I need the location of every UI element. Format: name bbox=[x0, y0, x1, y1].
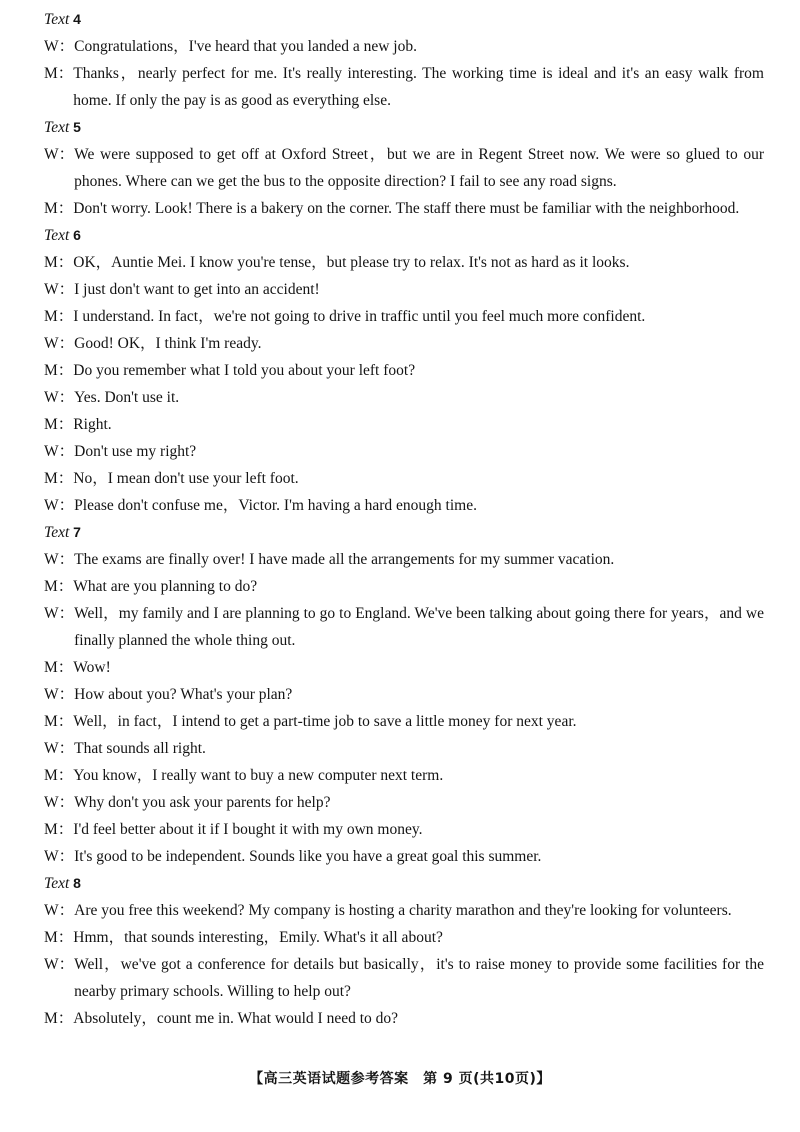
speaker-label: M： bbox=[44, 65, 74, 82]
dialogue-turn bbox=[0, 843, 800, 870]
utterance-text: Well，in fact，I intend to get a part-time job to save a little money for next year. bbox=[73, 713, 577, 730]
transcript-body bbox=[0, 6, 800, 1032]
utterance-text: That sounds all right. bbox=[74, 740, 206, 757]
speaker-label: W： bbox=[44, 956, 75, 973]
speaker-label: W： bbox=[44, 38, 75, 55]
speaker-label: M： bbox=[44, 713, 74, 730]
utterance-text: Do you remember what I told you about your left foot? bbox=[73, 362, 416, 379]
section-number: 7 bbox=[73, 524, 81, 540]
section-label: Text bbox=[44, 875, 70, 892]
utterance-text: I'd feel better about it if I bought it with my own money. bbox=[73, 821, 423, 838]
dialogue-turn bbox=[0, 546, 800, 573]
dialogue-turn bbox=[0, 195, 800, 222]
utterance-text: How about you? What's your plan? bbox=[74, 686, 293, 703]
speaker-label: W： bbox=[44, 335, 75, 352]
dialogue-turn bbox=[0, 897, 800, 924]
speaker-label: W： bbox=[44, 551, 75, 568]
section-label: Text bbox=[44, 227, 70, 244]
dialogue-turn bbox=[0, 816, 800, 843]
speaker-label: M： bbox=[44, 821, 74, 838]
dialogue-turn bbox=[0, 249, 800, 276]
section-heading bbox=[0, 114, 800, 141]
dialogue-turn bbox=[0, 276, 800, 303]
utterance-text: The exams are finally over! I have made all the arrangements for my summer vacation. bbox=[74, 551, 615, 568]
utterance-text: Wow! bbox=[73, 659, 111, 676]
speaker-label: W： bbox=[44, 389, 75, 406]
dialogue-turn bbox=[0, 681, 800, 708]
dialogue-turn bbox=[0, 1005, 800, 1032]
dialogue-turn bbox=[0, 438, 800, 465]
speaker-label: W： bbox=[44, 902, 75, 919]
dialogue-turn bbox=[0, 924, 800, 951]
dialogue-turn bbox=[0, 411, 800, 438]
utterance-text: Are you free this weekend? My company is hosting a charity marathon and they're looking for volunteers. bbox=[74, 902, 732, 919]
section-number: 5 bbox=[73, 119, 81, 135]
speaker-label: W： bbox=[44, 605, 75, 622]
utterance-text: Don't worry. Look! There is a bakery on the corner. The staff there must be familiar with the neighborhood. bbox=[73, 200, 740, 217]
speaker-label: W： bbox=[44, 497, 75, 514]
utterance-text: What are you planning to do? bbox=[73, 578, 258, 595]
speaker-label: W： bbox=[44, 848, 75, 865]
utterance-text: Good! OK，I think I'm ready. bbox=[74, 335, 262, 352]
utterance-text: Why don't you ask your parents for help? bbox=[74, 794, 331, 811]
dialogue-turn bbox=[0, 573, 800, 600]
speaker-label: W： bbox=[44, 794, 75, 811]
section-heading bbox=[0, 870, 800, 897]
section-label: Text bbox=[44, 524, 70, 541]
dialogue-turn bbox=[0, 789, 800, 816]
utterance-text: Please don't confuse me，Victor. I'm having a hard enough time. bbox=[74, 497, 477, 514]
speaker-label: M： bbox=[44, 200, 74, 217]
utterance-text: OK，Auntie Mei. I know you're tense，but please try to relax. It's not as hard as it looks. bbox=[73, 254, 630, 271]
utterance-text: It's good to be independent. Sounds like you have a great goal this summer. bbox=[74, 848, 542, 865]
dialogue-turn bbox=[0, 735, 800, 762]
dialogue-turn bbox=[0, 141, 800, 195]
speaker-label: M： bbox=[44, 254, 74, 271]
utterance-text: Well，my family and I are planning to go to England. We've been talking about going there for years，and we finally planned the whole thing out. bbox=[74, 605, 764, 649]
speaker-label: M： bbox=[44, 929, 74, 946]
dialogue-turn bbox=[0, 357, 800, 384]
section-number: 4 bbox=[73, 11, 81, 27]
speaker-label: M： bbox=[44, 362, 74, 379]
section-number: 8 bbox=[73, 875, 81, 891]
utterance-text: Absolutely，count me in. What would I need to do? bbox=[73, 1010, 399, 1027]
utterance-text: I understand. In fact，we're not going to drive in traffic until you feel much more confident. bbox=[73, 308, 646, 325]
utterance-text: Right. bbox=[73, 416, 112, 433]
section-heading bbox=[0, 6, 800, 33]
utterance-text: Well，we've got a conference for details but basically，it's to raise money to provide some facilities for the nearby primary schools. Willing to help out? bbox=[74, 956, 764, 1000]
speaker-label: W： bbox=[44, 686, 75, 703]
dialogue-turn bbox=[0, 330, 800, 357]
speaker-label: M： bbox=[44, 767, 74, 784]
dialogue-turn bbox=[0, 951, 800, 1005]
utterance-text: No，I mean don't use your left foot. bbox=[73, 470, 299, 487]
speaker-label: M： bbox=[44, 308, 74, 325]
utterance-text: We were supposed to get off at Oxford Street，but we are in Regent Street now. We were so glued to our phones. Where can we get the bus to the opposite direction? I fail to see any road signs. bbox=[74, 146, 764, 190]
speaker-label: W： bbox=[44, 443, 75, 460]
utterance-text: Thanks，nearly perfect for me. It's really interesting. The working time is ideal and it's an easy walk from home. If only the pay is as good as everything else. bbox=[73, 65, 764, 109]
utterance-text: Hmm，that sounds interesting，Emily. What's it all about? bbox=[73, 929, 443, 946]
dialogue-turn bbox=[0, 465, 800, 492]
speaker-label: M： bbox=[44, 659, 74, 676]
speaker-label: W： bbox=[44, 281, 75, 298]
page-footer: 【高三英语试题参考答案 第 9 页(共10页)】 bbox=[249, 1071, 551, 1087]
speaker-label: W： bbox=[44, 146, 75, 163]
speaker-label: W： bbox=[44, 740, 75, 757]
speaker-label: M： bbox=[44, 1010, 74, 1027]
utterance-text: Yes. Don't use it. bbox=[74, 389, 180, 406]
speaker-label: M： bbox=[44, 470, 74, 487]
dialogue-turn bbox=[0, 600, 800, 654]
section-label: Text bbox=[44, 119, 70, 136]
speaker-label: M： bbox=[44, 416, 74, 433]
dialogue-turn bbox=[0, 492, 800, 519]
speaker-label: M： bbox=[44, 578, 74, 595]
section-heading bbox=[0, 519, 800, 546]
utterance-text: Don't use my right? bbox=[74, 443, 197, 460]
section-number: 6 bbox=[73, 227, 81, 243]
utterance-text: I just don't want to get into an accident! bbox=[74, 281, 320, 298]
section-label: Text bbox=[44, 11, 70, 28]
dialogue-turn bbox=[0, 303, 800, 330]
section-heading bbox=[0, 222, 800, 249]
utterance-text: You know，I really want to buy a new computer next term. bbox=[73, 767, 444, 784]
utterance-text: Congratulations，I've heard that you landed a new job. bbox=[74, 38, 417, 55]
dialogue-turn bbox=[0, 384, 800, 411]
dialogue-turn bbox=[0, 708, 800, 735]
dialogue-turn bbox=[0, 33, 800, 60]
dialogue-turn bbox=[0, 762, 800, 789]
dialogue-turn bbox=[0, 654, 800, 681]
dialogue-turn bbox=[0, 60, 800, 114]
